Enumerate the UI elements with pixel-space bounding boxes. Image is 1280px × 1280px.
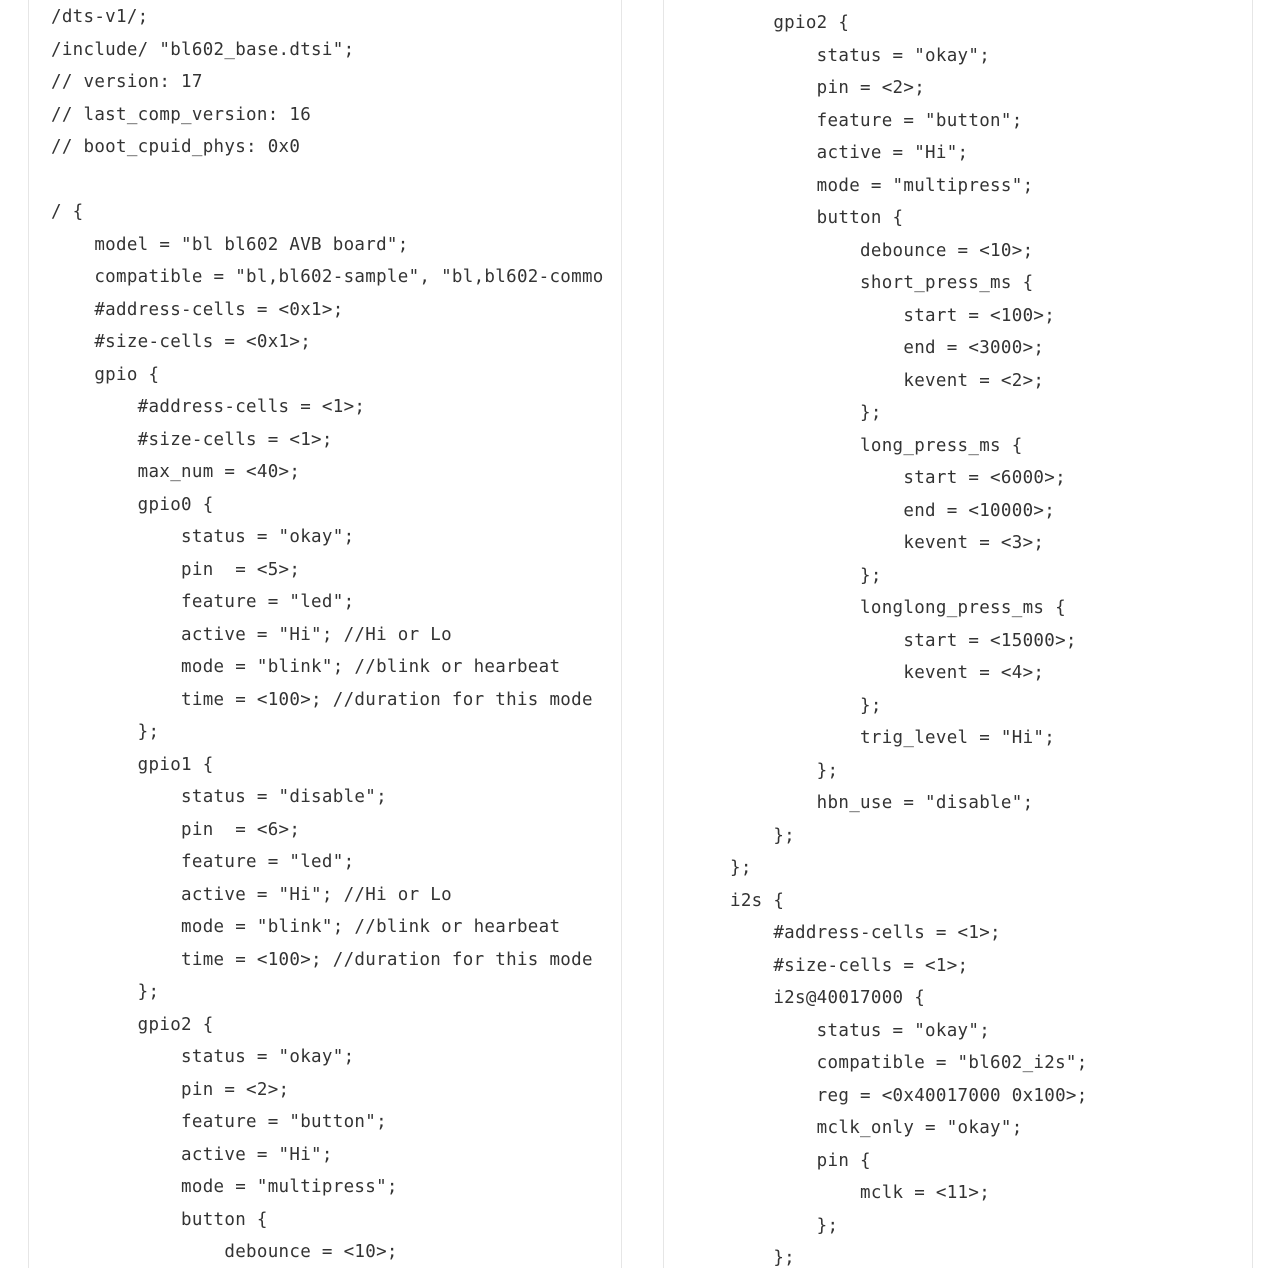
code-line: status = "okay";: [730, 45, 991, 66]
code-line: pin = <2>;: [51, 1079, 290, 1100]
code-line: };: [730, 403, 882, 423]
code-line: status = "okay";: [51, 527, 355, 547]
code-line: status = "okay";: [51, 1047, 355, 1067]
code-line: i2s@40017000 {: [730, 988, 926, 1008]
code-block: [730, 7, 1088, 1268]
code-line: active = "Hi";: [51, 1144, 333, 1165]
code-line: end = <3000>;: [730, 338, 1045, 358]
code-line: start = <6000>;: [730, 468, 1066, 488]
code-line: pin = <6>;: [51, 819, 301, 840]
code-line: i2s {: [730, 890, 785, 911]
code-line: feature = "led";: [51, 592, 355, 612]
code-line: hbn_use = "disable";: [730, 793, 1034, 813]
code-line: };: [51, 982, 160, 1002]
code-line: status = "disable";: [51, 787, 387, 807]
code-line: feature = "button";: [730, 110, 1023, 131]
code-block: [51, 1, 604, 1268]
code-line: kevent = <3>;: [730, 533, 1045, 553]
code-line: #size-cells = <0x1>;: [51, 332, 312, 352]
code-line: / {: [51, 202, 84, 222]
code-line: time = <100>; //duration for this mode: [51, 689, 593, 710]
code-line: start = <100>;: [730, 305, 1056, 326]
code-line: };: [730, 1248, 796, 1268]
code-line: };: [730, 760, 839, 781]
code-panel-left: [28, 0, 622, 1268]
code-line: long_press_ms {: [730, 435, 1023, 456]
code-line: button {: [51, 1209, 268, 1230]
code-line: /include/ "bl602_base.dtsi";: [51, 39, 355, 60]
code-line: gpio0 {: [51, 494, 214, 515]
code-line: active = "Hi";: [730, 143, 969, 163]
code-line: };: [730, 825, 796, 846]
code-line: status = "okay";: [730, 1020, 991, 1041]
code-line: reg = <0x40017000 0x100>;: [730, 1085, 1088, 1106]
code-line: };: [730, 1215, 839, 1236]
code-line: debounce = <10>;: [730, 240, 1034, 261]
code-line: #address-cells = <0x1>;: [51, 299, 344, 320]
code-line: };: [51, 722, 160, 742]
code-line: };: [730, 695, 882, 716]
code-line: button {: [730, 208, 904, 228]
code-line: kevent = <2>;: [730, 370, 1045, 391]
code-line: model = "bl bl602 AVB board";: [51, 234, 409, 255]
code-line: pin = <5>;: [51, 559, 301, 580]
code-line: mode = "blink"; //blink or hearbeat: [51, 657, 561, 677]
code-line: // boot_cpuid_phys: 0x0: [51, 137, 301, 157]
code-line: mode = "multipress";: [730, 175, 1034, 196]
code-line: active = "Hi"; //Hi or Lo: [51, 624, 452, 645]
code-line: // last_comp_version: 16: [51, 104, 312, 125]
code-line: pin = <2>;: [730, 78, 926, 98]
code-line: #size-cells = <1>;: [730, 955, 969, 976]
code-line: #address-cells = <1>;: [730, 923, 1001, 943]
code-line: // version: 17: [51, 72, 203, 92]
code-line: #size-cells = <1>;: [51, 429, 333, 450]
code-line: gpio1 {: [51, 754, 214, 775]
code-line: mode = "multipress";: [51, 1177, 398, 1197]
code-line: debounce = <10>;: [51, 1242, 398, 1262]
code-line: #address-cells = <1>;: [51, 397, 366, 417]
code-line: gpio {: [51, 364, 160, 385]
code-panel-right: [663, 0, 1253, 1268]
code-line: time = <100>; //duration for this mode: [51, 949, 593, 970]
code-line: end = <10000>;: [730, 500, 1056, 521]
code-line: mclk = <11>;: [730, 1183, 991, 1203]
code-line: kevent = <4>;: [730, 663, 1045, 683]
code-line: compatible = "bl602_i2s";: [730, 1053, 1088, 1073]
code-line: feature = "button";: [51, 1112, 387, 1132]
code-line: active = "Hi"; //Hi or Lo: [51, 884, 452, 905]
code-line: };: [730, 565, 882, 586]
code-line: max_num = <40>;: [51, 462, 301, 482]
code-line: gpio2 {: [730, 13, 850, 33]
code-line: mode = "blink"; //blink or hearbeat: [51, 917, 561, 937]
code-line: mclk_only = "okay";: [730, 1118, 1023, 1138]
code-line: short_press_ms {: [730, 273, 1034, 293]
code-line: trig_level = "Hi";: [730, 728, 1056, 748]
code-line: longlong_press_ms {: [730, 598, 1066, 618]
code-line: feature = "led";: [51, 852, 355, 872]
code-line: /dts-v1/;: [51, 7, 149, 27]
code-line: gpio2 {: [51, 1014, 214, 1035]
code-line: start = <15000>;: [730, 630, 1077, 651]
code-line: pin {: [730, 1150, 871, 1171]
code-line: [51, 164, 604, 197]
code-line: compatible = "bl,bl602-sample", "bl,bl602-commo: [51, 267, 604, 287]
code-line: };: [730, 858, 752, 878]
